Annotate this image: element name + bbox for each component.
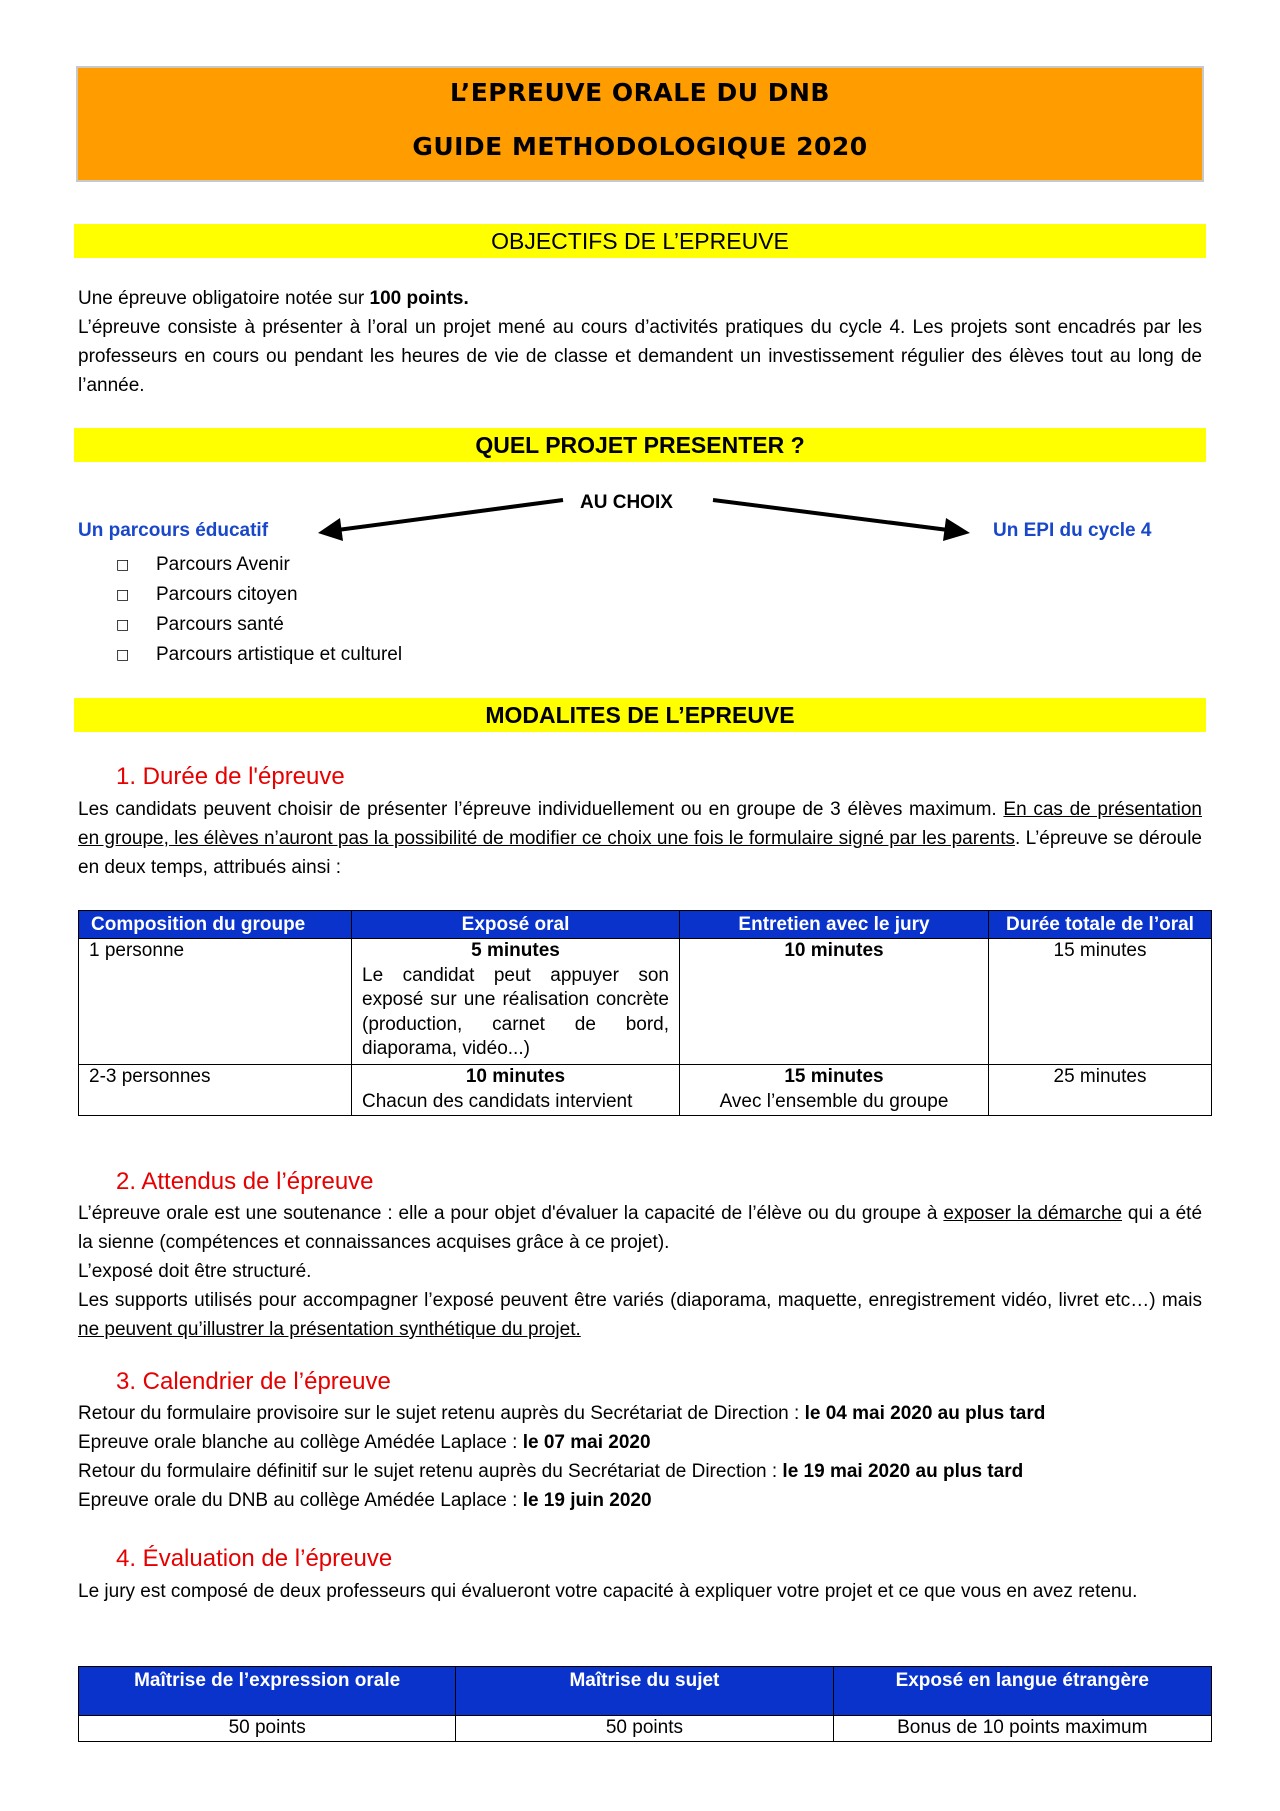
col-total: Durée totale de l’oral [989,911,1212,939]
parcours-item [116,640,402,670]
left-arrow-head [318,518,343,541]
calendar-date: le 07 mai 2020 [522,1432,651,1453]
parcours-item [116,610,402,640]
col-entretien: Entretien avec le jury [680,911,989,939]
table-row [79,1065,1212,1116]
duration-table-header [79,911,1212,939]
cell-total: 25 minutes [989,1065,1212,1116]
parcours-label: Parcours santé [156,614,284,635]
calendar-date: le 19 mai 2020 au plus tard [782,1461,1024,1482]
document-subtitle: GUIDE METHODOLOGIQUE 2020 [412,132,868,161]
col-sujet: Maîtrise du sujet [456,1667,833,1716]
section-duree-title: 1. Durée de l'épreuve [116,763,345,790]
evaluation-table-header [79,1667,1212,1716]
objectives-heading: OBJECTIFS DE L’EPREUVE [74,224,1206,258]
calendar-line: Retour du formulaire définitif sur le sujet retenu auprès du Secrétariat de Direction : le 19 mai 2020 au plus tard [78,1461,1024,1482]
parcours-label: Parcours Avenir [156,554,290,575]
objectives-paragraph: L’épreuve consiste à présenter à l’oral un projet mené au cours d’activités pratiques du cycle 4. Les projets sont encadrés par les professeurs en cours ou pendant les heures de vie de classe et demandent un investissement régulier des élèves tout au long de l’année. [78,317,1202,396]
section-calendrier-title: 3. Calendrier de l’épreuve [116,1368,391,1395]
section-duree-text: Les candidats peuvent choisir de présenter l’épreuve individuellement ou en groupe de 3 élèves maximum. En cas de présentation en groupe, les élèves n’auront pas la possibilité de modifier ce choix une fois le formulaire signé par les parents. L’épreuve se déroule en deux temps, attribués ainsi : [78,799,1202,878]
parcours-item [116,580,402,610]
cell-total: 15 minutes [989,939,1212,1065]
cell-entretien: 10 minutes [680,939,989,1065]
table-row [79,939,1212,1065]
checkbox-square-icon: □ [116,557,130,573]
section-evaluation-title: 4. Évaluation de l’épreuve [116,1545,393,1572]
parcours-list [116,550,402,670]
duration-table [78,910,1212,1116]
modalites-heading: MODALITES DE L’EPREUVE [74,698,1206,732]
cell-group: 2-3 personnes [79,1065,352,1116]
checkbox-square-icon: □ [116,617,130,633]
table-row [79,1716,1212,1742]
calendar-line: Retour du formulaire provisoire sur le sujet retenu auprès du Secrétariat de Direction : le 04 mai 2020 au plus tard [78,1403,1046,1424]
cell-langue: Bonus de 10 points maximum [833,1716,1211,1742]
calendar-lines [78,1399,1202,1515]
parcours-option: Un parcours éducatif [78,520,269,541]
cell-entretien: 15 minutes Avec l’ensemble du groupe [680,1065,989,1116]
right-arrow-line [713,500,956,531]
calendar-date: le 19 juin 2020 [522,1490,652,1511]
section-attendus-title: 2. Attendus de l’épreuve [116,1168,374,1195]
evaluation-text: Le jury est composé de deux professeurs qui évalueront votre capacité à expliquer votre projet et ce que vous en avez retenu. [78,1581,1138,1602]
cell-group: 1 personne [79,939,352,1065]
right-arrow-head [943,518,970,541]
calendar-line: Epreuve orale blanche au collège Amédée Laplace : le 07 mai 2020 [78,1432,651,1453]
checkbox-square-icon: □ [116,587,130,603]
cell-sujet: 50 points [456,1716,833,1742]
col-composition: Composition du groupe [79,911,352,939]
parcours-label: Parcours citoyen [156,584,298,605]
section-attendus-text: L’épreuve orale est une soutenance : elle a pour objet d'évaluer la capacité de l’élève ou du groupe à exposer la démarche qui a été la sienne (compétences et connaissances acquises grâce à ce projet). L’exposé doit être structuré. Les supports utilisés pour accompagner l’exposé peuvent être variés (diaporama, maquette, enregistrement vidéo, livret etc…) mais ne peuvent qu’illustrer la présentation synthétique du projet. [78,1203,1203,1340]
cell-expose: 10 minutes Chacun des candidats intervient [352,1065,680,1116]
parcours-label: Parcours artistique et culturel [156,644,403,665]
objectives-text: Une épreuve obligatoire notée sur 100 points. L’épreuve consiste à présenter à l’oral un projet mené au cours d’activités pratiques du cycle 4. Les projets sont encadrés par les professeurs en cours ou pendant les heures de vie de classe et demandent un investissement régulier des élèves tout au long de l’année. [78,288,1202,396]
evaluation-table [78,1666,1212,1742]
cell-expression: 50 points [79,1716,456,1742]
checkbox-square-icon: □ [116,647,130,663]
col-langue: Exposé en langue étrangère [833,1667,1211,1716]
col-expression: Maîtrise de l’expression orale [79,1667,456,1716]
calendar-line: Epreuve orale du DNB au collège Amédée Laplace : le 19 juin 2020 [78,1490,652,1511]
title-banner [76,66,1204,182]
parcours-item [116,550,402,580]
cell-expose: 5 minutes Le candidat peut appuyer son exposé sur une réalisation concrète (production, carnet de bord, diaporama, vidéo...) [352,939,680,1065]
choice-label: AU CHOIX [580,492,673,513]
left-arrow-line [330,500,563,531]
col-expose: Exposé oral [352,911,680,939]
calendar-date: le 04 mai 2020 au plus tard [804,1403,1046,1424]
epi-option: Un EPI du cycle 4 [993,520,1152,541]
document-title: L’EPREUVE ORALE DU DNB [450,78,830,107]
project-heading: QUEL PROJET PRESENTER ? [74,428,1206,462]
